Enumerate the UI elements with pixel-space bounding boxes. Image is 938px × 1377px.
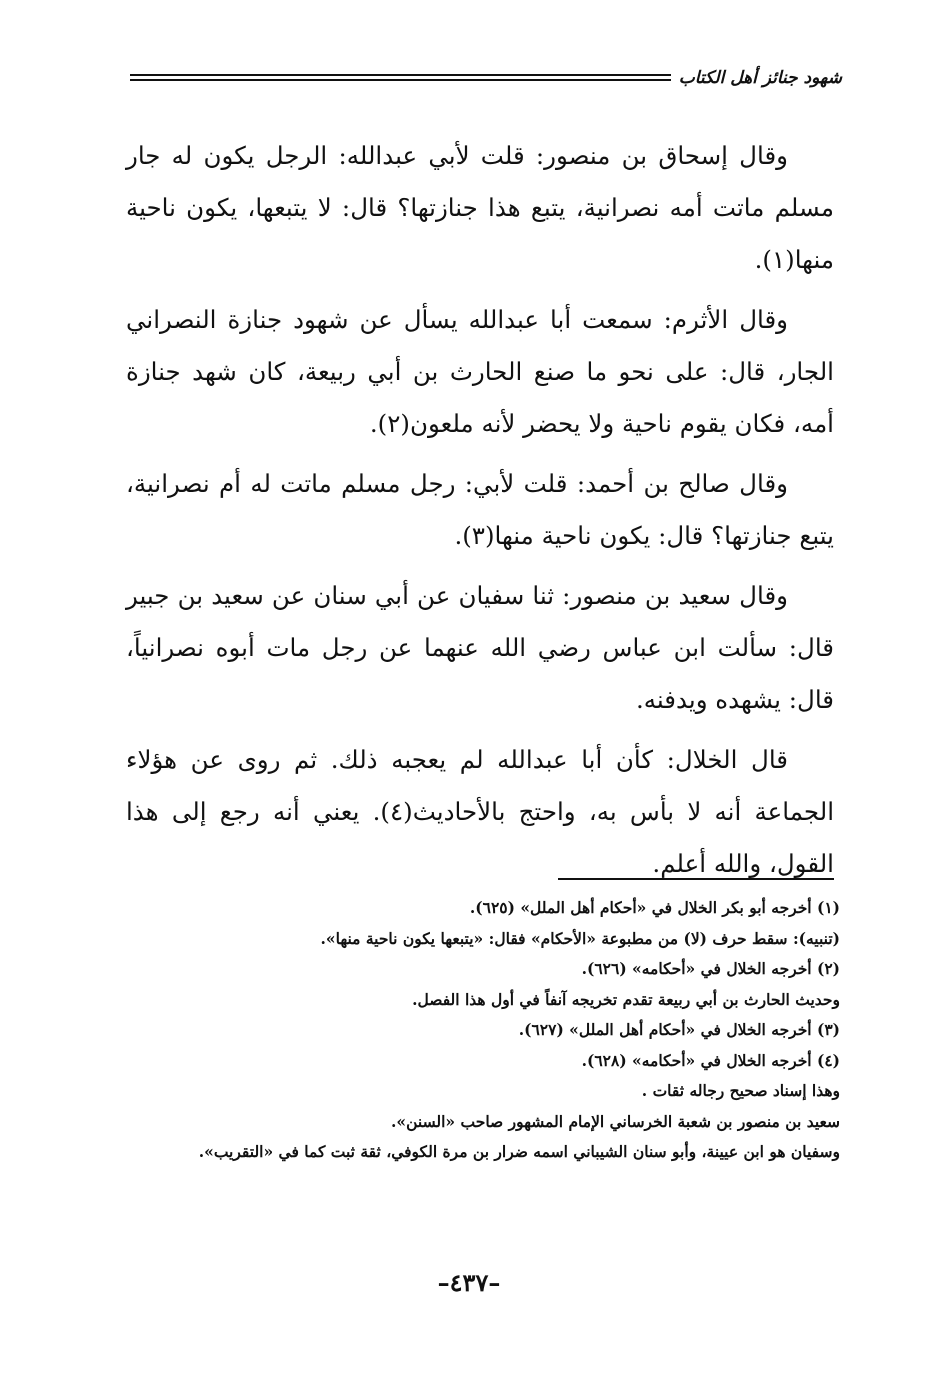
footnote-line: (٣) أخرجه الخلال في «أحكام أهل الملل» (٦٢٧). [518,1020,840,1039]
footnote-line: وهذا إسناد صحيح رجاله ثقات . [641,1081,840,1100]
footnote-line: (٤) أخرجه الخلال في «أحكامه» (٦٢٨). [581,1050,840,1070]
footnote-line: (١) أخرجه أبو بكر الخلال في «أحكام أهل الملل» (٦٢٥). [469,898,840,917]
footnotes [128,893,840,1168]
paragraph: وقال صالح بن أحمد: قلت لأبي: رجل مسلم ماتت له أم نصرانية، يتبع جنازتها؟ قال: يكون ناحية منها(٣). [126,469,834,550]
paragraph: وقال سعيد بن منصور: ثنا سفيان عن أبي سنان عن سعيد بن جبير قال: سألت ابن عباس رضي الله عنهما عن رجل مات أبوه نصرانياً، قال: يشهده ويدفنه. [126,581,834,714]
header-title: شهود جنائز أهل الكتاب [671,66,842,90]
paragraph: وقال الأثرم: سمعت أبا عبدالله يسأل عن شهود جنازة النصراني الجار، قال: على نحو ما صنع الحارث بن أبي ربيعة، كان شهد جنازة أمه، فكان يقوم ناحية ولا يحضر لأنه ملعون(٢). [126,305,834,438]
footnote-line: (تنبيه): سقط حرف (لا) من مطبوعة «الأحكام» فقال: «يتبعها يكون ناحية منها». [320,928,840,948]
footnote-separator [558,878,834,880]
footnote-line: سعيد بن منصور بن شعبة الخرساني الإمام المشهور صاحب «السنن». [391,1111,840,1131]
paragraph: قال الخلال: كأن أبا عبدالله لم يعجبه ذلك. ثم روى عن هؤلاء الجماعة أنه لا بأس به، واحتج بالأحاديث(٤). يعني أنه رجع إلى هذا القول، والله أعلم. [126,745,834,878]
footnote-line: (٢) أخرجه الخلال في «أحكامه» (٦٢٦). [581,959,840,978]
paragraph: وقال إسحاق بن منصور: قلت لأبي عبدالله: الرجل يكون له جار مسلم ماتت أمه نصرانية، يتبع هذا جنازتها؟ قال: لا يتبعها، يكون ناحية منها(١). [126,141,834,274]
main-text [126,130,834,898]
footnote-line: وسفيان هو ابن عيينة، وأبو سنان الشيباني اسمه ضرار بن مرة الكوفي، ثقة ثبت كما في «التقريب». [198,1142,840,1161]
running-header [130,66,842,100]
footnote-line: وحديث الحارث بن أبي ربيعة تقدم تخريجه آنفاً في أول هذا الفصل. [412,989,840,1009]
page-number: –٤٣٧– [437,1268,501,1297]
